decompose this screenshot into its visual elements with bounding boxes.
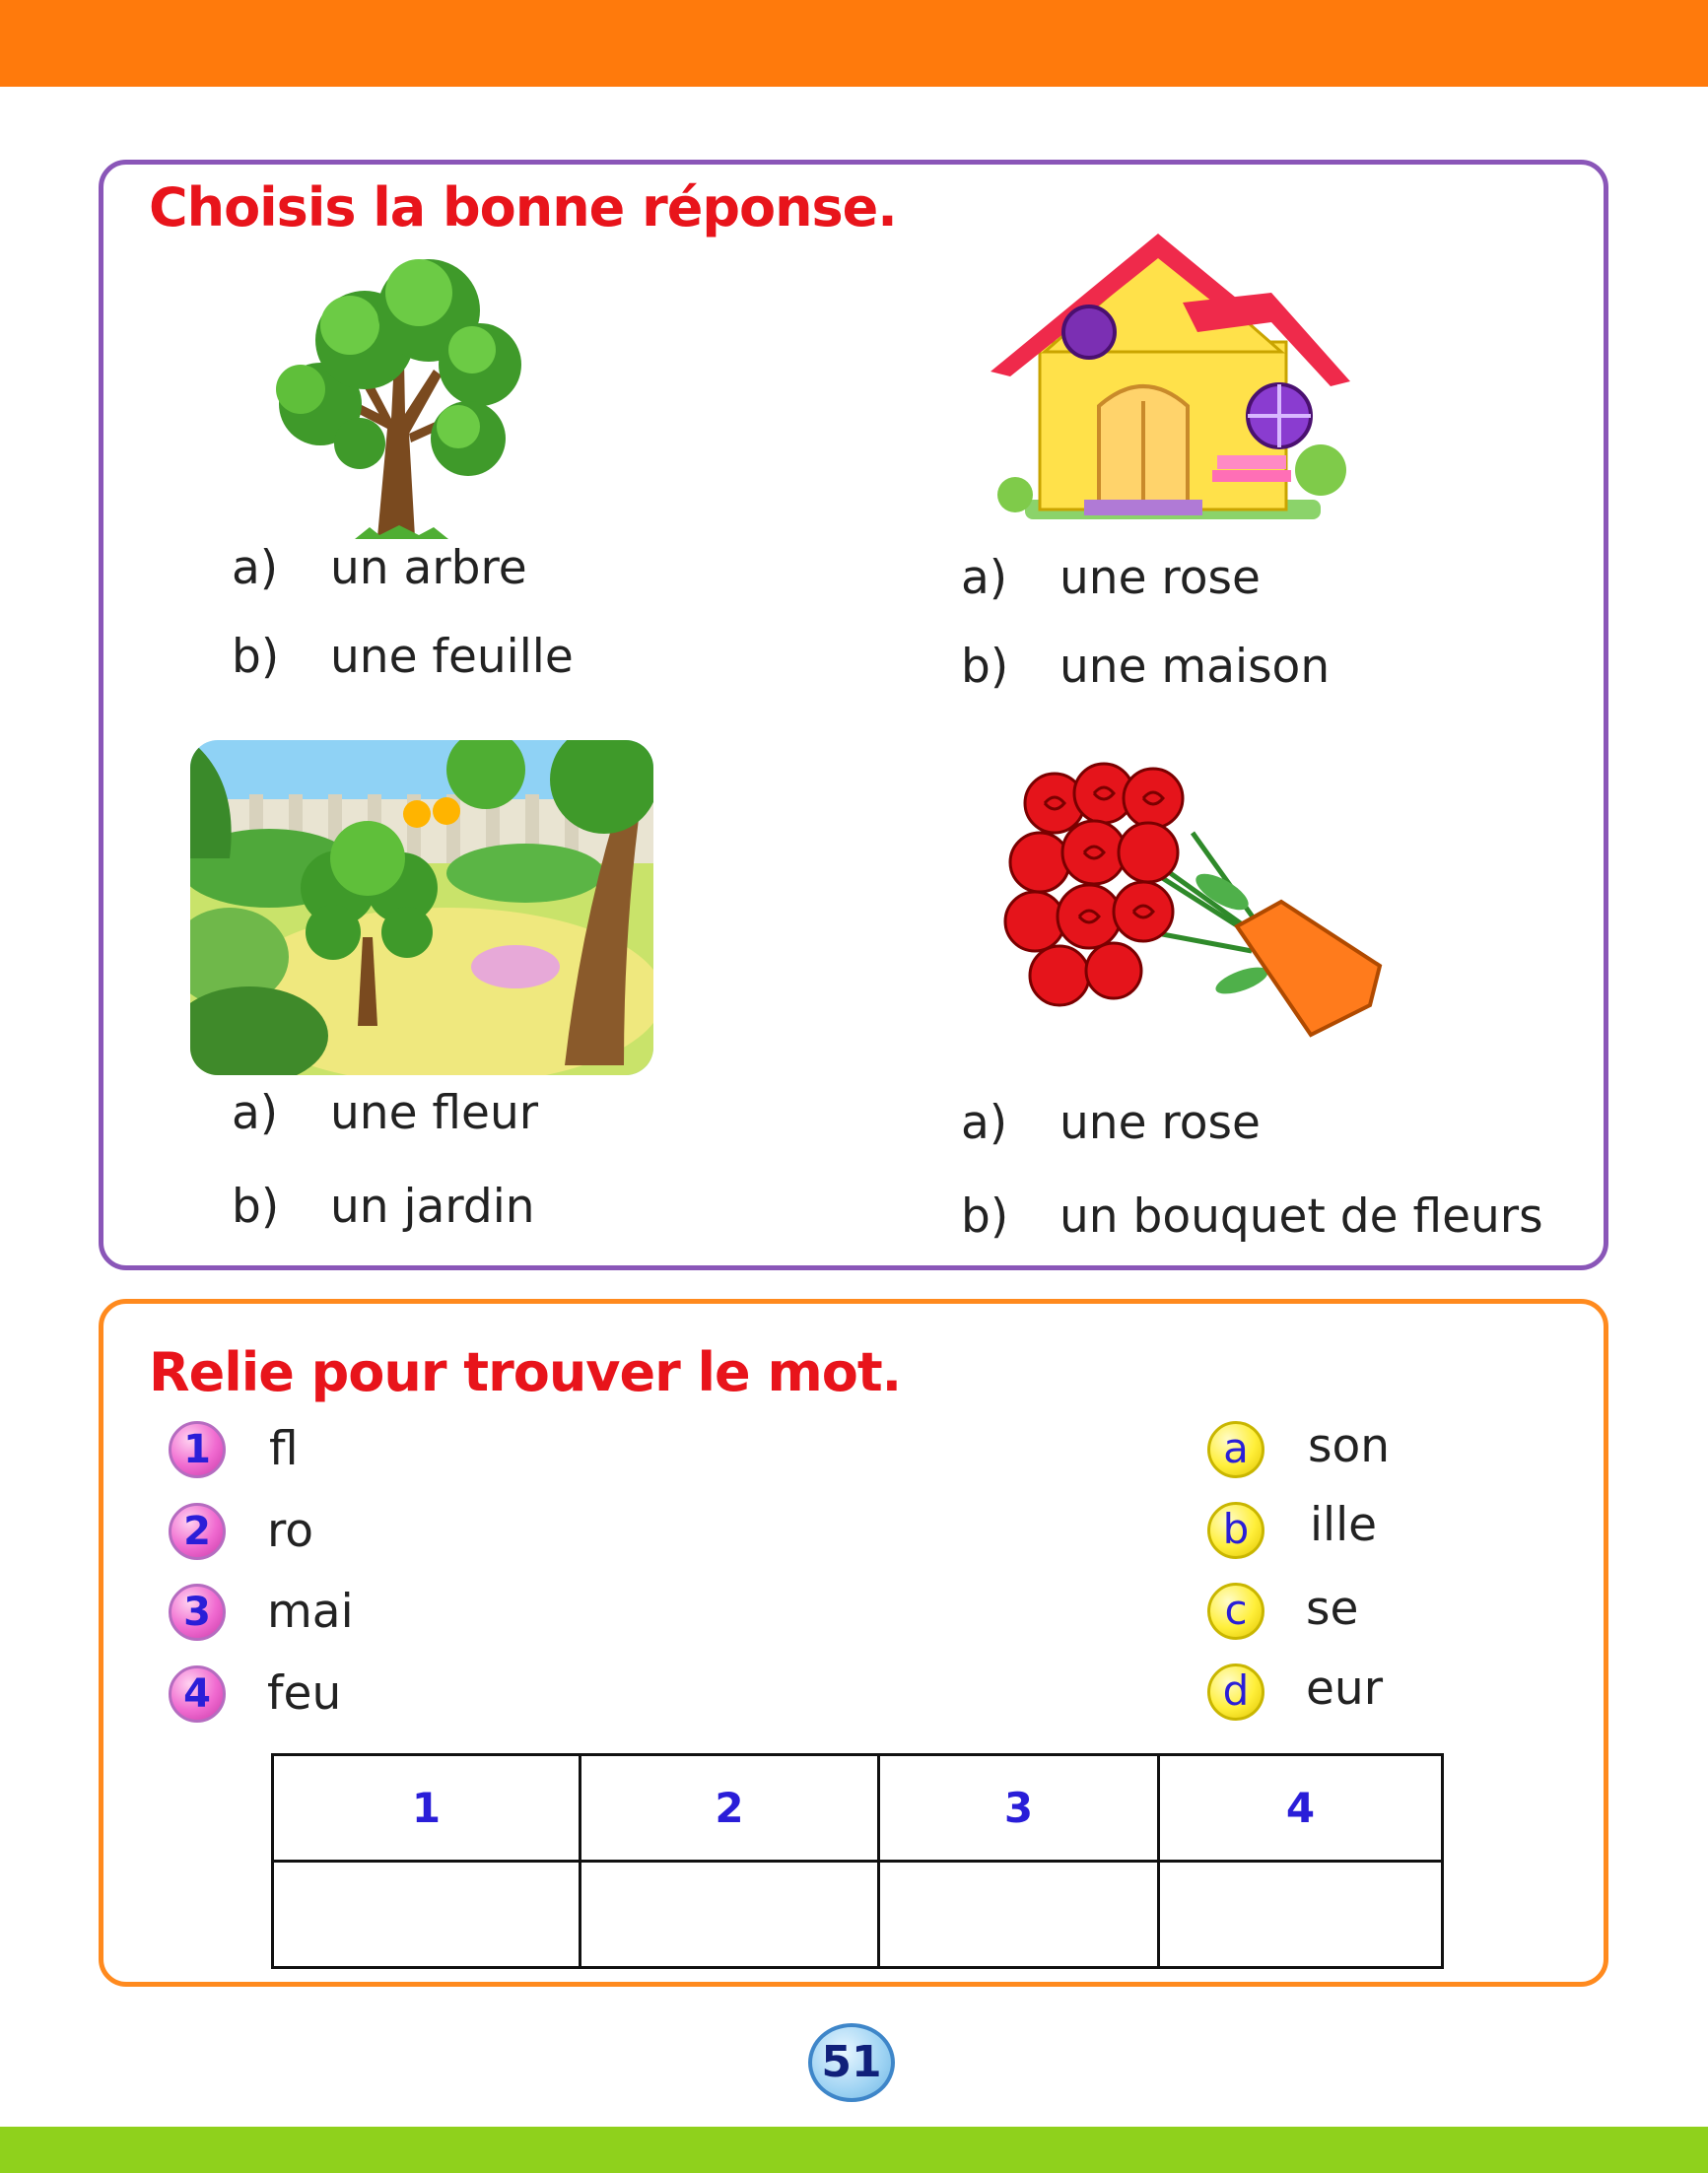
right-syllable[interactable]: son [1308,1419,1391,1473]
house-picture [986,234,1360,529]
top-color-bar [0,0,1708,87]
exercise-match-title: Relie pour trouver le mot. [149,1341,902,1403]
exercise-choose-title: Choisis la bonne réponse. [149,176,897,238]
option-letter: b) [232,630,280,684]
answer-cell[interactable] [1159,1862,1443,1968]
number-badge: 3 [169,1584,226,1641]
option-text[interactable]: un jardin [330,1180,535,1234]
option-text[interactable]: une rose [1059,551,1261,605]
letter-badge: a [1207,1421,1264,1478]
bottom-color-bar [0,2127,1708,2173]
option-letter: a) [961,1096,1008,1150]
option-letter: b) [961,640,1009,694]
option-text[interactable]: une maison [1059,640,1331,694]
number-badge: 2 [169,1503,226,1560]
answer-table-header: 3 [879,1755,1159,1862]
answer-table-input-row [273,1862,1443,1968]
option-letter: b) [232,1180,280,1234]
left-syllable[interactable]: feu [267,1666,342,1721]
answer-cell[interactable] [273,1862,581,1968]
answer-cell[interactable] [581,1862,879,1968]
letter-badge: d [1207,1664,1264,1721]
answer-cell[interactable] [879,1862,1159,1968]
option-letter: a) [961,551,1008,605]
garden-picture [190,740,653,1075]
option-text[interactable]: une rose [1059,1096,1261,1150]
letter-badge: c [1207,1583,1264,1640]
bouquet-picture [995,754,1390,1050]
right-syllable[interactable]: se [1306,1582,1359,1636]
right-syllable[interactable]: eur [1306,1662,1384,1716]
option-text[interactable]: un arbre [330,541,527,595]
option-letter: a) [232,541,279,595]
option-text[interactable]: un bouquet de fleurs [1059,1189,1543,1244]
exercise-choose-panel [99,160,1608,1270]
option-text[interactable]: une fleur [330,1086,539,1140]
option-text[interactable]: une feuille [330,630,574,684]
number-badge: 4 [169,1665,226,1723]
page-number: 51 [808,2023,895,2102]
answer-table-header-row [273,1755,1443,1862]
left-syllable[interactable]: ro [267,1504,314,1558]
left-syllable[interactable]: fl [269,1422,299,1476]
answer-table-header: 1 [273,1755,581,1862]
answer-table-header: 2 [581,1755,879,1862]
option-letter: a) [232,1086,279,1140]
tree-picture [261,232,527,539]
option-letter: b) [961,1189,1009,1244]
answer-table-header: 4 [1159,1755,1443,1862]
answer-table [271,1753,1444,1969]
number-badge: 1 [169,1421,226,1478]
letter-badge: b [1207,1502,1264,1559]
right-syllable[interactable]: ille [1310,1498,1378,1552]
exercise-match-panel [99,1299,1608,1987]
left-syllable[interactable]: mai [267,1585,354,1639]
